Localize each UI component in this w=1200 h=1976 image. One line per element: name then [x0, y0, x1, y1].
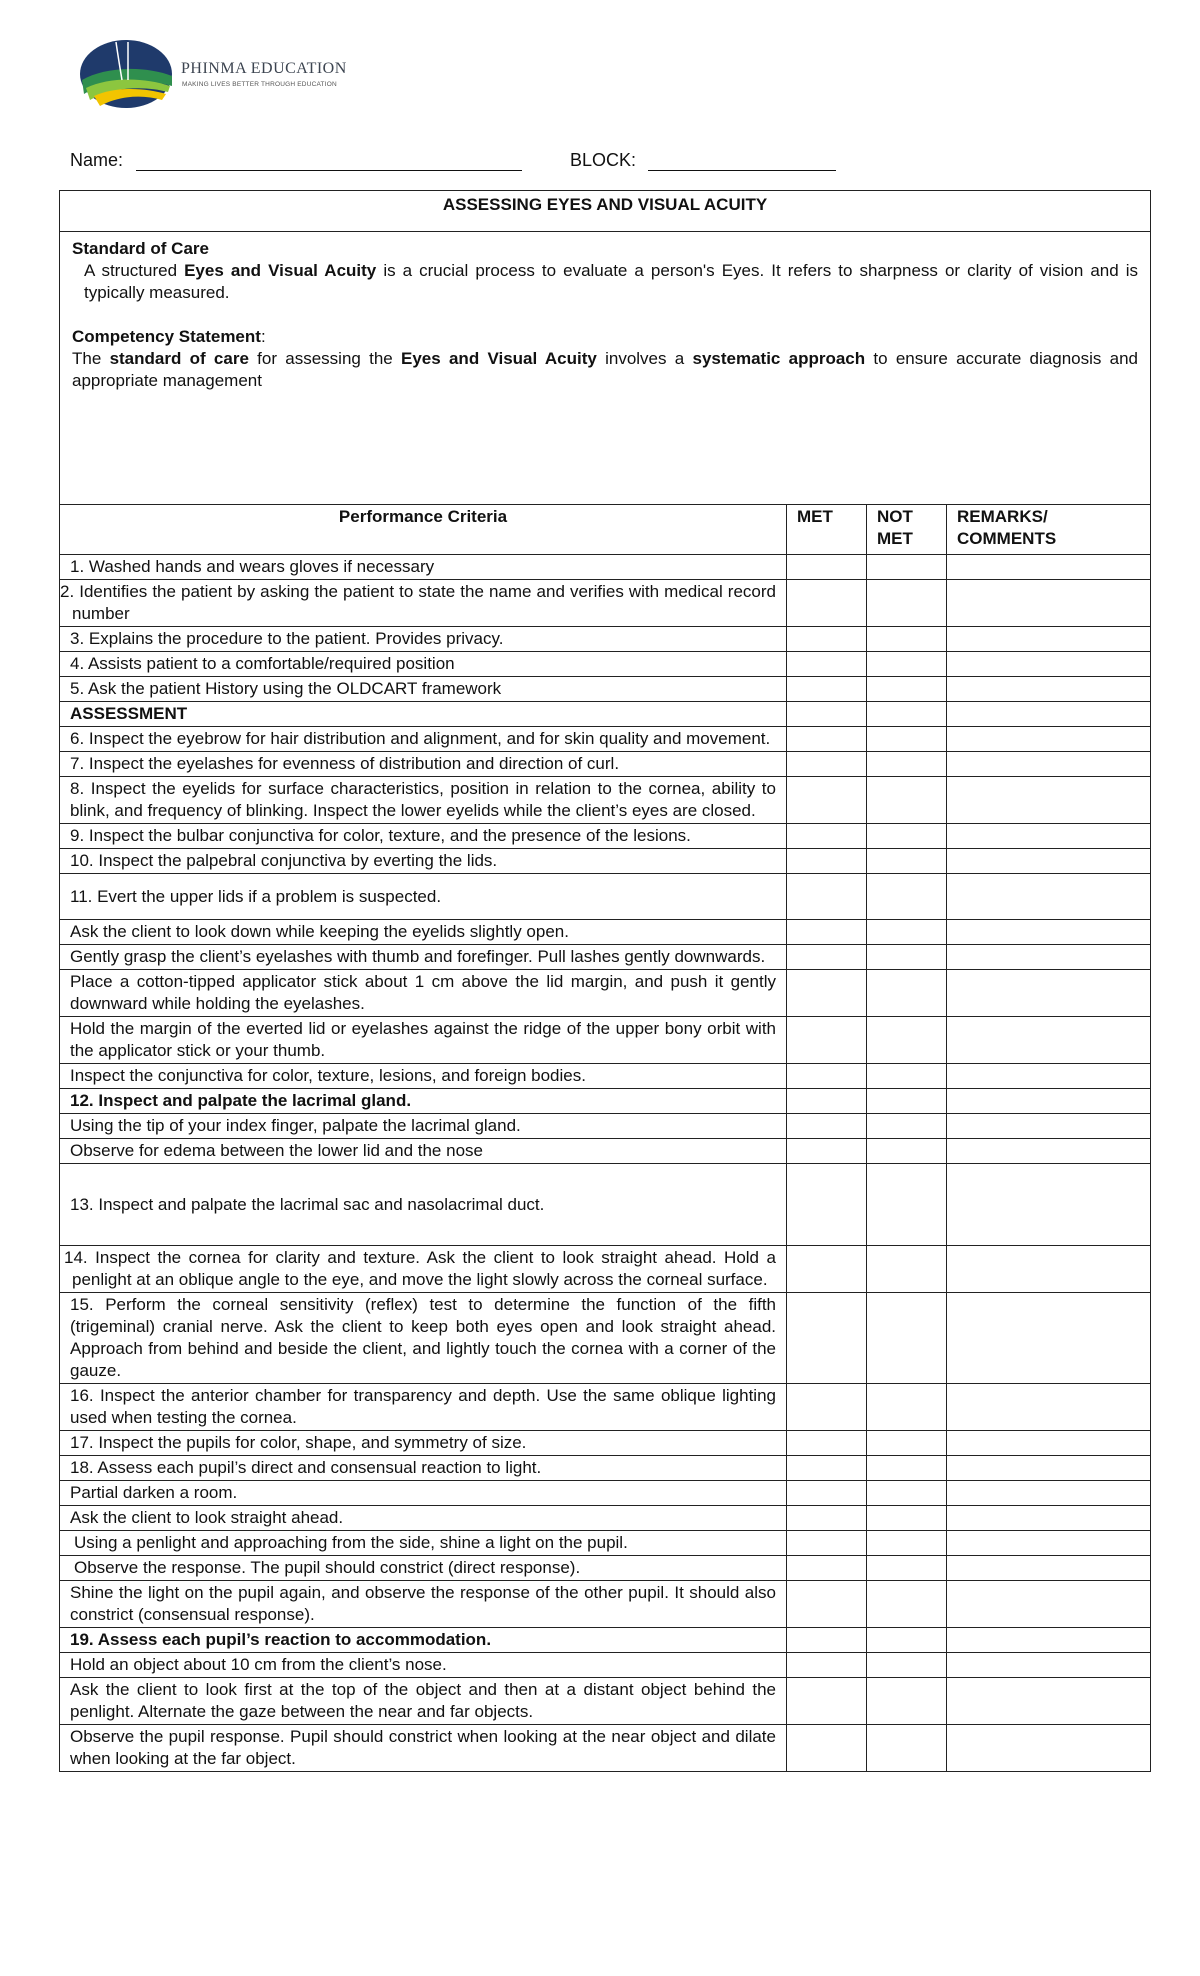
remarks-cell[interactable]	[947, 1581, 1151, 1628]
criteria-text: Observe for edema between the lower lid and the nose	[60, 1139, 787, 1164]
met-checkbox-cell[interactable]	[787, 824, 867, 849]
criteria-row	[60, 727, 1151, 752]
phinma-emblem-icon	[76, 36, 176, 116]
not-met-checkbox-cell[interactable]	[867, 1581, 947, 1628]
remarks-cell[interactable]	[947, 652, 1151, 677]
met-checkbox-cell[interactable]	[787, 652, 867, 677]
met-checkbox-cell[interactable]	[787, 1017, 867, 1064]
remarks-cell[interactable]	[947, 1531, 1151, 1556]
criteria-text: Shine the light on the pupil again, and observe the response of the other pupil. It should also constrict (consensual response).	[60, 1581, 787, 1628]
criteria-row	[60, 1384, 1151, 1431]
remarks-cell[interactable]	[947, 1725, 1151, 1772]
criteria-text: Gently grasp the client’s eyelashes with thumb and forefinger. Pull lashes gently downwards.	[60, 945, 787, 970]
criteria-text: 10. Inspect the palpebral conjunctiva by everting the lids.	[60, 849, 787, 874]
met-checkbox-cell[interactable]	[787, 945, 867, 970]
not-met-checkbox-cell[interactable]	[867, 702, 947, 727]
not-met-checkbox-cell[interactable]	[867, 945, 947, 970]
criteria-row	[60, 580, 1151, 627]
criteria-row	[60, 970, 1151, 1017]
col-met: MET	[787, 505, 867, 555]
not-met-checkbox-cell[interactable]	[867, 1556, 947, 1581]
criteria-text: 4. Assists patient to a comfortable/required position	[60, 652, 787, 677]
criteria-row	[60, 1064, 1151, 1089]
remarks-cell[interactable]	[947, 1293, 1151, 1384]
criteria-text: Ask the client to look down while keeping the eyelids slightly open.	[60, 920, 787, 945]
met-checkbox-cell[interactable]	[787, 1246, 867, 1293]
met-checkbox-cell[interactable]	[787, 1293, 867, 1384]
criteria-row	[60, 752, 1151, 777]
criteria-text: 17. Inspect the pupils for color, shape, and symmetry of size.	[60, 1431, 787, 1456]
not-met-checkbox-cell[interactable]	[867, 1628, 947, 1653]
criteria-row	[60, 777, 1151, 824]
criteria-row	[60, 1089, 1151, 1114]
met-checkbox-cell[interactable]	[787, 1531, 867, 1556]
criteria-row	[60, 702, 1151, 727]
met-checkbox-cell[interactable]	[787, 1164, 867, 1246]
criteria-row	[60, 945, 1151, 970]
remarks-cell[interactable]	[947, 1384, 1151, 1431]
criteria-text: 9. Inspect the bulbar conjunctiva for color, texture, and the presence of the lesions.	[60, 824, 787, 849]
not-met-checkbox-cell[interactable]	[867, 580, 947, 627]
criteria-row	[60, 1456, 1151, 1481]
criteria-row	[60, 1678, 1151, 1725]
remarks-cell[interactable]	[947, 1139, 1151, 1164]
remarks-cell[interactable]	[947, 677, 1151, 702]
remarks-cell[interactable]	[947, 1064, 1151, 1089]
remarks-cell[interactable]	[947, 1164, 1151, 1246]
competency-heading: Competency Statement:	[72, 327, 266, 346]
col-performance-criteria: Performance Criteria	[60, 505, 787, 555]
met-checkbox-cell[interactable]	[787, 677, 867, 702]
criteria-text: Partial darken a room.	[60, 1481, 787, 1506]
criteria-text: Place a cotton-tipped applicator stick about 1 cm above the lid margin, and push it gently downward while holding the eyelashes.	[60, 970, 787, 1017]
met-checkbox-cell[interactable]	[787, 1628, 867, 1653]
met-checkbox-cell[interactable]	[787, 1556, 867, 1581]
name-label: Name:	[70, 150, 124, 170]
met-checkbox-cell[interactable]	[787, 970, 867, 1017]
criteria-rows	[60, 555, 1151, 1772]
remarks-cell[interactable]	[947, 1481, 1151, 1506]
remarks-cell[interactable]	[947, 752, 1151, 777]
block-label: BLOCK:	[570, 150, 637, 170]
standard-of-care-heading: Standard of Care	[72, 239, 209, 258]
criteria-text: 5. Ask the patient History using the OLDCART framework	[60, 677, 787, 702]
not-met-checkbox-cell[interactable]	[867, 752, 947, 777]
criteria-row	[60, 1139, 1151, 1164]
criteria-text: 12. Inspect and palpate the lacrimal gland.	[60, 1089, 787, 1114]
not-met-checkbox-cell[interactable]	[867, 677, 947, 702]
criteria-row	[60, 1556, 1151, 1581]
not-met-checkbox-cell[interactable]	[867, 652, 947, 677]
criteria-text: 15. Perform the corneal sensitivity (reflex) test to determine the function of the fifth (trigeminal) cranial nerve. Ask the client to keep both eyes open and look straight ahead. Approach from behind and beside the client, and lightly touch the cornea with a corner of the gauze.	[60, 1293, 787, 1384]
remarks-cell[interactable]	[947, 1506, 1151, 1531]
not-met-checkbox-cell[interactable]	[867, 1506, 947, 1531]
remarks-cell[interactable]	[947, 1017, 1151, 1064]
standard-of-care-text: A structured Eyes and Visual Acuity is a crucial process to evaluate a person's Eyes. It refers to sharpness or clarity of vision and is typically measured.	[84, 261, 1139, 302]
criteria-text: Using the tip of your index finger, palpate the lacrimal gland.	[60, 1114, 787, 1139]
met-checkbox-cell[interactable]	[787, 874, 867, 920]
phinma-logo	[76, 36, 356, 116]
criteria-row	[60, 1653, 1151, 1678]
name-input-line[interactable]	[136, 170, 522, 171]
not-met-checkbox-cell[interactable]	[867, 1164, 947, 1246]
criteria-text: 3. Explains the procedure to the patient. Provides privacy.	[60, 627, 787, 652]
column-header-row	[60, 505, 1151, 555]
criteria-row	[60, 824, 1151, 849]
met-checkbox-cell[interactable]	[787, 1384, 867, 1431]
remarks-cell[interactable]	[947, 970, 1151, 1017]
not-met-checkbox-cell[interactable]	[867, 1481, 947, 1506]
criteria-row	[60, 920, 1151, 945]
not-met-checkbox-cell[interactable]	[867, 920, 947, 945]
logo-tagline: MAKING LIVES BETTER THROUGH EDUCATION	[182, 81, 337, 88]
not-met-checkbox-cell[interactable]	[867, 1017, 947, 1064]
remarks-cell[interactable]	[947, 580, 1151, 627]
criteria-text: Hold an object about 10 cm from the client’s nose.	[60, 1653, 787, 1678]
not-met-checkbox-cell[interactable]	[867, 1139, 947, 1164]
remarks-cell[interactable]	[947, 945, 1151, 970]
criteria-text: 18. Assess each pupil’s direct and consensual reaction to light.	[60, 1456, 787, 1481]
criteria-text: 11. Evert the upper lids if a problem is suspected.	[60, 874, 787, 920]
not-met-checkbox-cell[interactable]	[867, 1293, 947, 1384]
criteria-text: Observe the pupil response. Pupil should constrict when looking at the near object and dilate when looking at the far object.	[60, 1725, 787, 1772]
criteria-row	[60, 874, 1151, 920]
met-checkbox-cell[interactable]	[787, 727, 867, 752]
remarks-cell[interactable]	[947, 1114, 1151, 1139]
criteria-text: 2. Identifies the patient by asking the patient to state the name and verifies with medical record number	[60, 580, 787, 627]
criteria-text: Observe the response. The pupil should constrict (direct response).	[60, 1556, 787, 1581]
met-checkbox-cell[interactable]	[787, 1114, 867, 1139]
logo-brand: PHINMA EDUCATION	[181, 60, 347, 77]
not-met-checkbox-cell[interactable]	[867, 849, 947, 874]
met-checkbox-cell[interactable]	[787, 1139, 867, 1164]
met-checkbox-cell[interactable]	[787, 1653, 867, 1678]
not-met-checkbox-cell[interactable]	[867, 1064, 947, 1089]
criteria-text: 19. Assess each pupil’s reaction to accommodation.	[60, 1628, 787, 1653]
met-checkbox-cell[interactable]	[787, 1431, 867, 1456]
criteria-text: 8. Inspect the eyelids for surface characteristics, position in relation to the cornea, ability to blink, and frequency of blinking. Inspect the lower eyelids while the client’s eyes are closed.	[60, 777, 787, 824]
met-checkbox-cell[interactable]	[787, 1725, 867, 1772]
not-met-checkbox-cell[interactable]	[867, 1531, 947, 1556]
criteria-text: 1. Washed hands and wears gloves if necessary	[60, 555, 787, 580]
criteria-row	[60, 1293, 1151, 1384]
criteria-text: Using a penlight and approaching from the side, shine a light on the pupil.	[60, 1531, 787, 1556]
not-met-checkbox-cell[interactable]	[867, 727, 947, 752]
not-met-checkbox-cell[interactable]	[867, 874, 947, 920]
criteria-row	[60, 627, 1151, 652]
remarks-cell[interactable]	[947, 1089, 1151, 1114]
criteria-row	[60, 652, 1151, 677]
criteria-row	[60, 555, 1151, 580]
col-remarks: REMARKS/ COMMENTS	[947, 505, 1151, 555]
criteria-text: Hold the margin of the everted lid or eyelashes against the ridge of the upper bony orbit with the applicator stick or your thumb.	[60, 1017, 787, 1064]
criteria-row	[60, 1581, 1151, 1628]
criteria-row	[60, 1164, 1151, 1246]
met-checkbox-cell[interactable]	[787, 752, 867, 777]
remarks-cell[interactable]	[947, 1246, 1151, 1293]
remarks-cell[interactable]	[947, 920, 1151, 945]
criteria-text: 7. Inspect the eyelashes for evenness of distribution and direction of curl.	[60, 752, 787, 777]
met-checkbox-cell[interactable]	[787, 849, 867, 874]
not-met-checkbox-cell[interactable]	[867, 1653, 947, 1678]
remarks-cell[interactable]	[947, 727, 1151, 752]
remarks-cell[interactable]	[947, 1431, 1151, 1456]
criteria-text: Inspect the conjunctiva for color, texture, lesions, and foreign bodies.	[60, 1064, 787, 1089]
not-met-checkbox-cell[interactable]	[867, 1678, 947, 1725]
not-met-checkbox-cell[interactable]	[867, 627, 947, 652]
remarks-cell[interactable]	[947, 1653, 1151, 1678]
not-met-checkbox-cell[interactable]	[867, 970, 947, 1017]
met-checkbox-cell[interactable]	[787, 1064, 867, 1089]
criteria-row	[60, 677, 1151, 702]
not-met-checkbox-cell[interactable]	[867, 1114, 947, 1139]
criteria-text: ASSESSMENT	[60, 702, 787, 727]
checklist-title: ASSESSING EYES AND VISUAL ACUITY	[60, 191, 1151, 232]
criteria-text: Ask the client to look straight ahead.	[60, 1506, 787, 1531]
criteria-row	[60, 1017, 1151, 1064]
met-checkbox-cell[interactable]	[787, 1481, 867, 1506]
block-input-line[interactable]	[648, 170, 836, 171]
not-met-checkbox-cell[interactable]	[867, 1384, 947, 1431]
criteria-row	[60, 1531, 1151, 1556]
criteria-row	[60, 1431, 1151, 1456]
not-met-checkbox-cell[interactable]	[867, 824, 947, 849]
not-met-checkbox-cell[interactable]	[867, 1089, 947, 1114]
remarks-cell[interactable]	[947, 627, 1151, 652]
not-met-checkbox-cell[interactable]	[867, 555, 947, 580]
not-met-checkbox-cell[interactable]	[867, 1725, 947, 1772]
remarks-cell[interactable]	[947, 1628, 1151, 1653]
intro-section	[60, 232, 1151, 505]
criteria-row	[60, 1725, 1151, 1772]
criteria-row	[60, 1481, 1151, 1506]
not-met-checkbox-cell[interactable]	[867, 1431, 947, 1456]
criteria-text: 14. Inspect the cornea for clarity and texture. Ask the client to look straight ahead. Hold a penlight at an oblique angle to the eye, and move the light slowly across the corneal surface.	[60, 1246, 787, 1293]
criteria-row	[60, 1506, 1151, 1531]
met-checkbox-cell[interactable]	[787, 627, 867, 652]
met-checkbox-cell[interactable]	[787, 555, 867, 580]
remarks-cell[interactable]	[947, 777, 1151, 824]
met-checkbox-cell[interactable]	[787, 580, 867, 627]
not-met-checkbox-cell[interactable]	[867, 1246, 947, 1293]
remarks-cell[interactable]	[947, 1456, 1151, 1481]
not-met-checkbox-cell[interactable]	[867, 1456, 947, 1481]
student-info-bar	[70, 150, 1070, 174]
met-checkbox-cell[interactable]	[787, 777, 867, 824]
criteria-text: Ask the client to look first at the top of the object and then at a distant object behind the penlight. Alternate the gaze between the near and far objects.	[60, 1678, 787, 1725]
competency-text: The standard of care for assessing the Eyes and Visual Acuity involves a systematic approach to ensure accurate diagnosis and appropriate management	[72, 349, 1139, 390]
remarks-cell[interactable]	[947, 824, 1151, 849]
met-checkbox-cell[interactable]	[787, 1506, 867, 1531]
criteria-text: 16. Inspect the anterior chamber for transparency and depth. Use the same oblique lighting used when testing the cornea.	[60, 1384, 787, 1431]
not-met-checkbox-cell[interactable]	[867, 777, 947, 824]
remarks-cell[interactable]	[947, 1678, 1151, 1725]
criteria-row	[60, 849, 1151, 874]
criteria-text: 13. Inspect and palpate the lacrimal sac and nasolacrimal duct.	[60, 1164, 787, 1246]
met-checkbox-cell[interactable]	[787, 1581, 867, 1628]
col-not-met: NOT MET	[867, 505, 947, 555]
remarks-cell[interactable]	[947, 849, 1151, 874]
met-checkbox-cell[interactable]	[787, 1456, 867, 1481]
criteria-row	[60, 1114, 1151, 1139]
criteria-row	[60, 1628, 1151, 1653]
met-checkbox-cell[interactable]	[787, 1089, 867, 1114]
remarks-cell[interactable]	[947, 555, 1151, 580]
remarks-cell[interactable]	[947, 874, 1151, 920]
remarks-cell[interactable]	[947, 1556, 1151, 1581]
met-checkbox-cell[interactable]	[787, 920, 867, 945]
criteria-text: 6. Inspect the eyebrow for hair distribution and alignment, and for skin quality and movement.	[60, 727, 787, 752]
met-checkbox-cell[interactable]	[787, 1678, 867, 1725]
assessment-checklist-table	[59, 190, 1151, 1772]
remarks-cell[interactable]	[947, 702, 1151, 727]
criteria-row	[60, 1246, 1151, 1293]
met-checkbox-cell[interactable]	[787, 702, 867, 727]
